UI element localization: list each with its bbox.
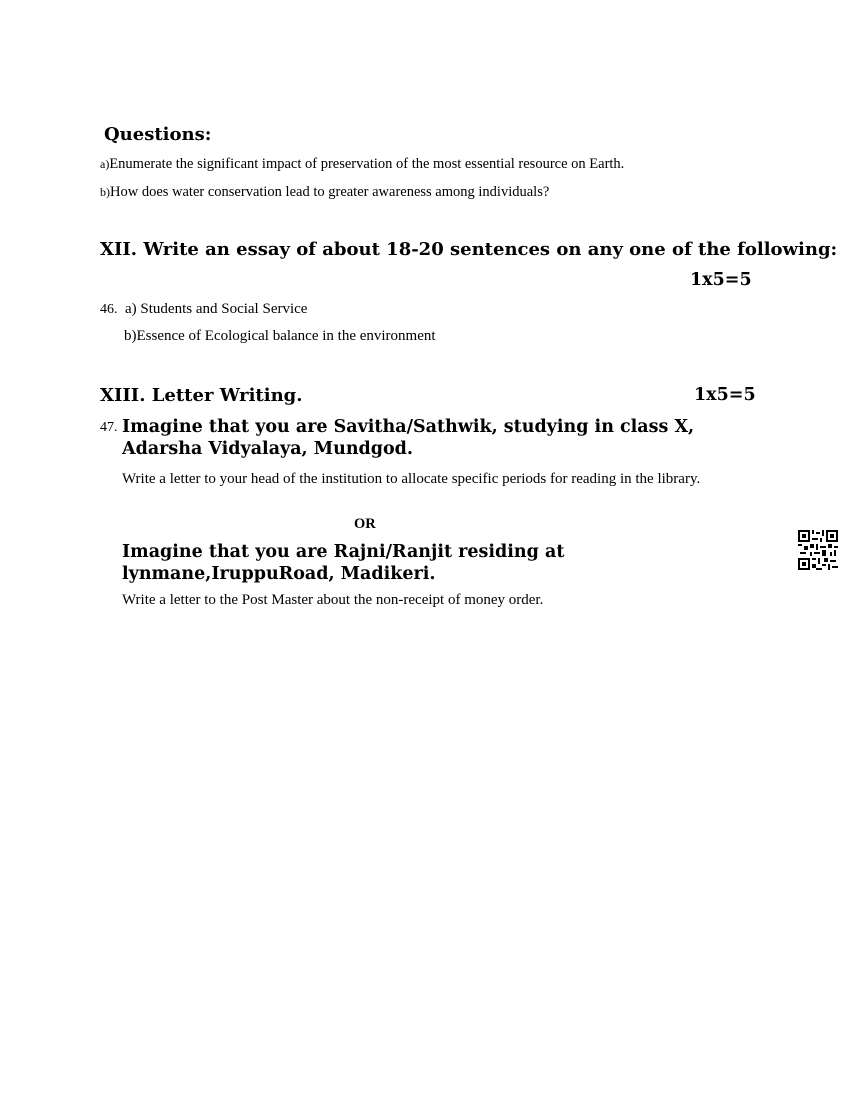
section-xii-marks: 1x5=5 — [690, 270, 752, 290]
question-a — [100, 156, 624, 173]
section-xii-title: XII. Write an essay of about 18-20 sentences on any one of the following: — [100, 239, 838, 260]
question-b-text: How does water conservation lead to greater awareness among individuals? — [110, 184, 550, 200]
qr-code-icon — [798, 530, 838, 570]
section-xiii-title: XIII. Letter Writing. — [100, 385, 303, 406]
letter-prompt-2-heading: Imagine that you are Rajni/Ranjit residing at lynmane,IruppuRoad, Madikeri. — [122, 542, 565, 584]
question-b-marker: b) — [100, 185, 110, 199]
question-b — [100, 184, 549, 201]
letter-prompt-1-heading: Imagine that you are Savitha/Sathwik, studying in class X, Adarsha Vidyalaya, Mundgod. — [122, 417, 695, 459]
question-47-number: 47. — [100, 420, 118, 435]
letter-prompt-2-text: Write a letter to the Post Master about the non-receipt of money order. — [122, 592, 544, 608]
question-a-text: Enumerate the significant impact of preservation of the most essential resource on Earth. — [109, 156, 625, 172]
essay-option-b — [124, 328, 436, 345]
question-46-number: 46. — [100, 302, 118, 317]
letter-prompt-1-text: Write a letter to your head of the institution to allocate specific periods for reading in the library. — [122, 471, 701, 487]
essay-option-b-text: Essence of Ecological balance in the environment — [136, 328, 436, 344]
essay-option-b-marker: b) — [124, 328, 137, 344]
essay-option-a — [125, 301, 307, 318]
questions-heading: Questions: — [104, 124, 212, 145]
or-separator: OR — [354, 516, 376, 532]
essay-option-a-marker: a) — [125, 301, 137, 317]
essay-option-a-text: Students and Social Service — [140, 301, 308, 317]
section-xiii-marks: 1x5=5 — [694, 385, 756, 405]
question-a-marker: a) — [100, 157, 110, 171]
